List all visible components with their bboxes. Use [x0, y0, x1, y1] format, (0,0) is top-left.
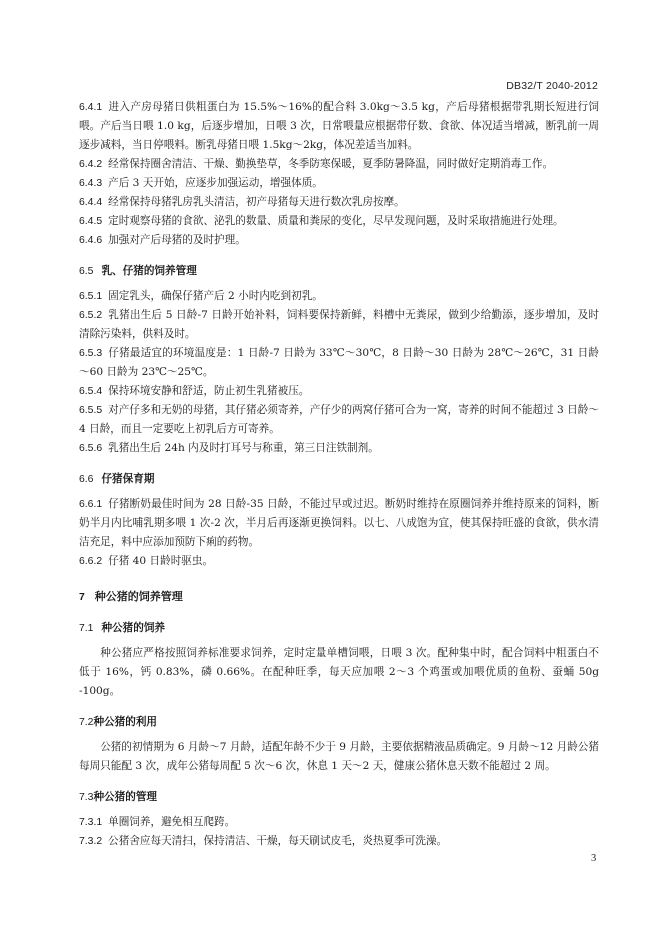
clause-6-5-1: [79, 287, 599, 306]
clause-6-5-4: [79, 382, 599, 401]
clause-number: 6.4.6: [79, 235, 103, 246]
clause-number: 6.4.3: [79, 178, 103, 189]
clause-number: 6.4.2: [79, 159, 103, 170]
clause-text: 进入产房母猪日供粗蛋白为 15.5%～16%的配合料 3.0kg～3.5 kg，产后母猪根据带乳期长短进行饲喂。产后当日喂 1.0 kg，后逐步增加，日喂 3 次，日常喂量应根据带仔数、食欲、体况适当增减，断乳前一周逐步减料，当日停喂料。断乳母猪日喂 1.5kg～2kg，体况差适当加料。: [79, 101, 599, 151]
clause-number: 6.5.5: [79, 405, 103, 416]
clause-number: 7.3.2: [79, 836, 103, 847]
clause-6-4-6: [79, 231, 599, 250]
section-heading-6-5: [79, 262, 599, 281]
section-number: 7.2: [79, 717, 94, 728]
clause-7-3-2: [79, 832, 599, 851]
page-number: 3: [591, 853, 597, 864]
section-title: 种公猪的利用: [93, 716, 158, 728]
clause-number: 6.4.1: [79, 102, 103, 113]
section-heading-6-6: [79, 470, 599, 489]
clause-6-5-3: [79, 344, 599, 382]
clause-6-6-1: [79, 495, 599, 552]
clause-6-4-2: [79, 155, 599, 174]
clause-number: 6.5.6: [79, 443, 103, 454]
clause-number: 6.4.5: [79, 216, 103, 227]
clause-text: 仔猪断奶最佳时间为 28 日龄-35 日龄，不能过早或过迟。断奶时维持在原圈饲养并维持原来的饲料，断奶半月内比哺乳期多喂 1 次-2 次，半月后再逐渐更换饲料。以七、八成饱为宜，使其保持旺盛的食欲，供水清洁充足，料中应添加预防下痢的药物。: [79, 498, 599, 548]
clause-6-4-4: [79, 193, 599, 212]
section-number: 6.5: [79, 266, 94, 277]
clause-text: 产后 3 天开始，应逐步加强运动，增强体质。: [108, 177, 323, 189]
chapter-title: 种公猪的饲养管理: [94, 590, 183, 603]
paragraph-7-2: 公猪的初情期为 6 月龄～7 月龄，适配年龄不少于 9 月龄，主要依据精液品质确定。9 月龄～12 月龄公猪每周只能配 3 次，成年公猪每周配 5 次～6 次，休息 1 天～2 天，健康公猪休息天数不能超过 2 周。: [79, 741, 599, 772]
clause-number: 6.5.3: [79, 348, 103, 359]
section-number: 6.6: [79, 474, 94, 485]
clause-text: 经常保持母猪乳房乳头清洁，初产母猪每天进行数次乳房按摩。: [108, 196, 405, 208]
clause-6-5-5: [79, 401, 599, 439]
clause-number: 6.6.1: [79, 499, 103, 510]
clause-number: 6.6.2: [79, 556, 103, 567]
clause-text: 固定乳头，确保仔猪产后 2 小时内吃到初乳。: [108, 290, 323, 302]
section-title: 乳、仔猪的饲养管理: [101, 265, 197, 277]
section-heading-7-1: [79, 619, 599, 638]
section-heading-7-3: [79, 788, 599, 807]
clause-text: 乳猪出生后 5 日龄-7 日龄开始补料，饲料要保持新鲜，料槽中无粪尿，做到少给勤添，逐步增加，及时清除污染料，供料及时。: [79, 309, 599, 340]
document-body: [79, 98, 599, 851]
clause-7-3-1: [79, 813, 599, 832]
clause-number: 6.5.2: [79, 310, 103, 321]
clause-number: 7.3.1: [79, 817, 103, 828]
section-number: 7.1: [79, 623, 94, 634]
section-title: 种公猪的管理: [93, 791, 158, 803]
clause-text: 加强对产后母猪的及时护理。: [108, 234, 246, 246]
clause-number: 6.4.4: [79, 197, 103, 208]
clause-text: 乳猪出生后 24h 内及时打耳号与称重，第三日注铁制剂。: [108, 442, 379, 454]
clause-text: 仔猪 40 日龄时驱虫。: [108, 555, 214, 567]
clause-text: 保持环境安静和舒适，防止初生乳猪被压。: [108, 385, 310, 397]
clause-text: 公猪舍应每天清扫，保持清洁、干燥，每天刷试皮毛，炎热夏季可洗澡。: [108, 835, 448, 847]
section-title: 种公猪的饲养: [101, 622, 166, 634]
section-heading-7-2: [79, 713, 599, 732]
chapter-number: 7: [79, 592, 85, 603]
clause-number: 6.5.1: [79, 291, 103, 302]
clause-6-5-6: [79, 439, 599, 458]
clause-text: 对产仔多和无奶的母猪，其仔猪必须寄养，产仔少的两窝仔猪可合为一窝，寄养的时间不能超过 3 日龄～4 日龄，而且一定要吃上初乳后方可寄养。: [79, 404, 599, 435]
section-number: 7.3: [79, 792, 94, 803]
clause-text: 经常保持圈舍清洁、干燥、勤换垫草，冬季防寒保暖，夏季防暑降温，同时做好定期消毒工作。: [108, 158, 554, 170]
clause-6-6-2: [79, 552, 599, 571]
clause-6-4-1: [79, 98, 599, 155]
clause-number: 6.5.4: [79, 386, 103, 397]
clause-6-4-5: [79, 212, 599, 231]
clause-6-5-2: [79, 306, 599, 344]
clause-text: 仔猪最适宜的环境温度是：1 日龄-7 日龄为 33℃～30℃，8 日龄～30 日龄为 28℃～26℃，31 日龄～60 日龄为 23℃～25℃。: [79, 347, 599, 378]
document-id: DB32/T 2040-2012: [506, 80, 598, 92]
clause-text: 定时观察母猪的食欲、泌乳的数量、质量和粪尿的变化，尽早发现问题，及时采取措施进行处理。: [108, 215, 564, 227]
section-title: 仔猪保育期: [101, 473, 155, 485]
paragraph-7-1: 种公猪应严格按照饲养标准要求饲养，定时定量单槽饲喂，日喂 3 次。配种集中时，配合饲料中粗蛋白不低于 16%，钙 0.83%，磷 0.66%。在配种旺季，每天应加喂 2～3 个鸡蛋或加喂优质的鱼粉、蚕蛹 50g -100g。: [79, 647, 599, 697]
clause-6-4-3: [79, 174, 599, 193]
chapter-heading-7: [79, 587, 599, 607]
clause-text: 单圈饲养，避免相互爬跨。: [108, 816, 236, 828]
